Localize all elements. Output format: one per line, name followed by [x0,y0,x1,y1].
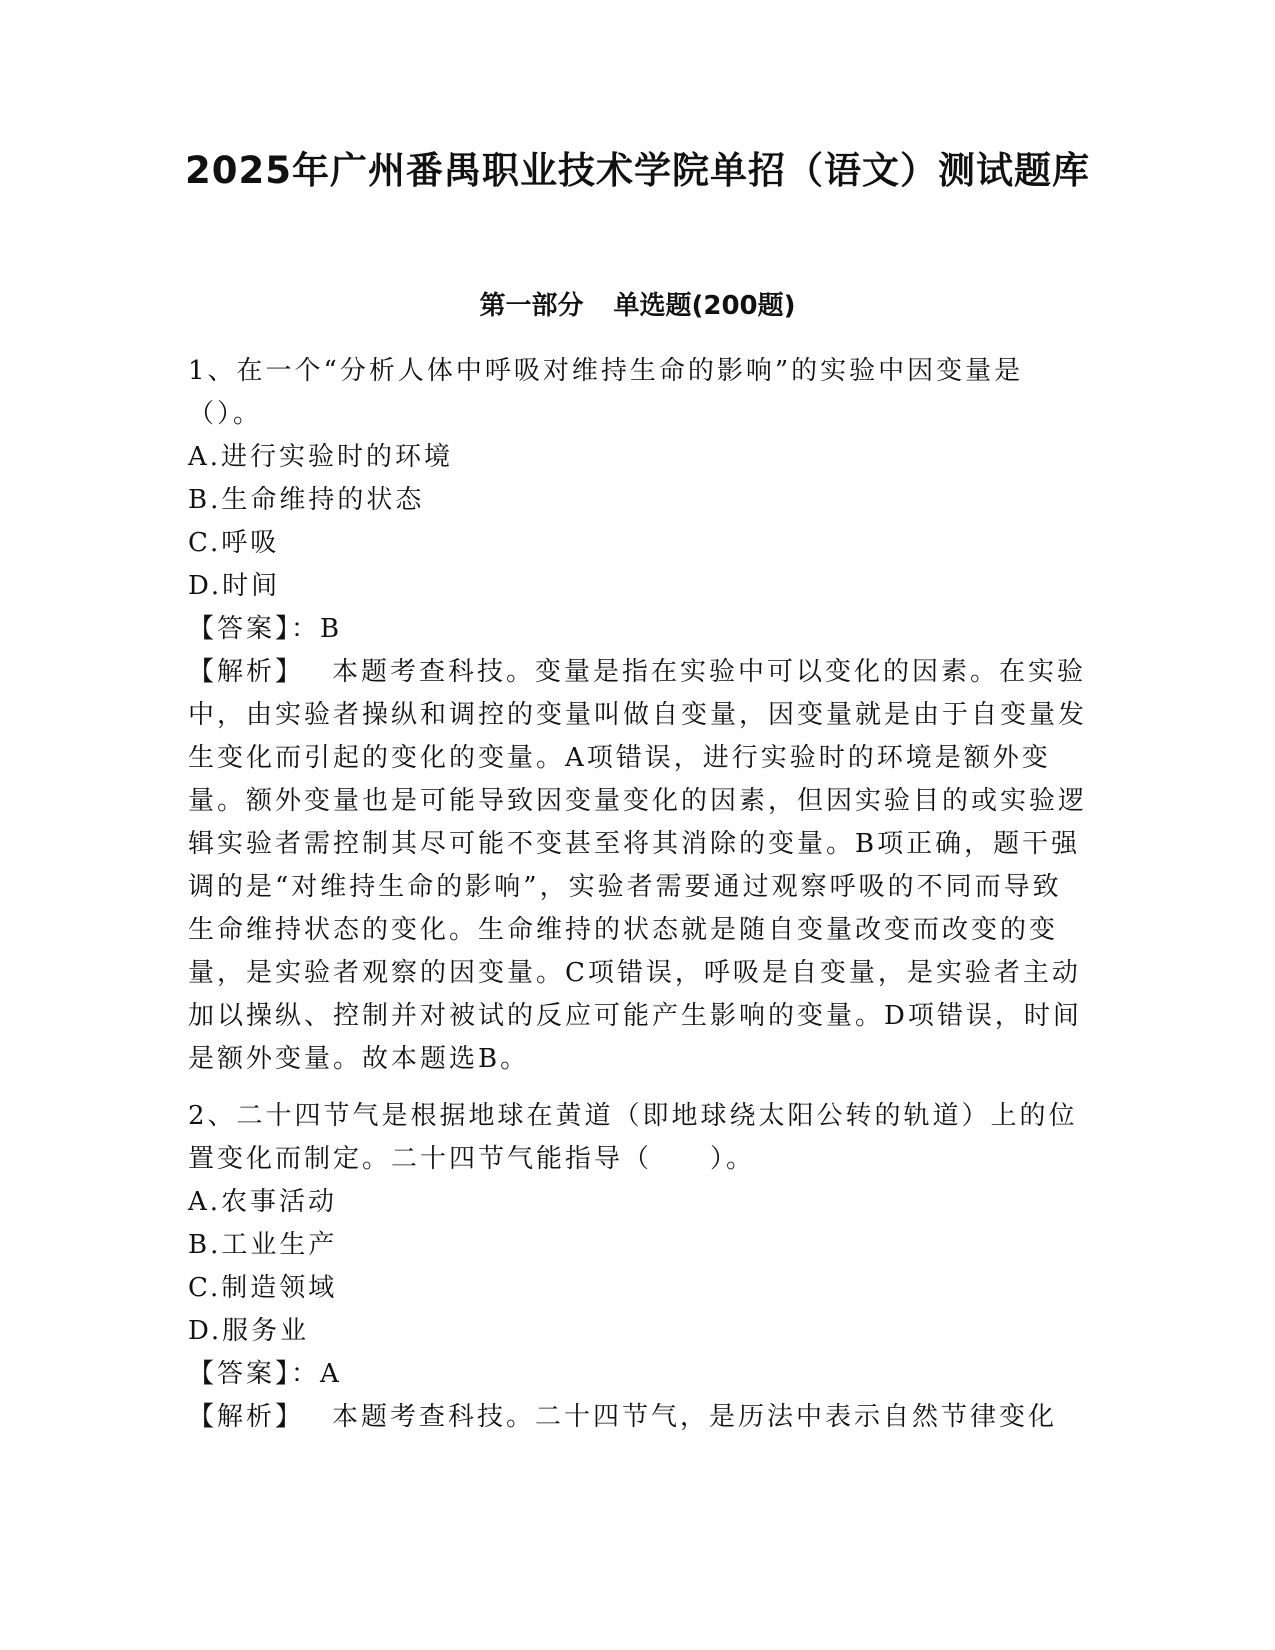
option-d: D.服务业 [188,1316,310,1346]
answer-line [188,1353,1088,1396]
answer-label: 【答案】： [188,1359,321,1389]
option-c: C.制造领域 [188,1273,338,1303]
question-list [188,350,1088,1453]
question-1 [188,350,1088,1081]
option-a: A.进行实验时的环境 [188,442,454,472]
explanation-text: 本题考查科技。二十四节气，是历法中表示自然节律变化 [332,1402,1058,1432]
option-d: D.时间 [188,571,281,601]
answer-line [188,608,1088,651]
answer-value: A [320,1359,342,1389]
explanation [188,651,1088,1081]
explanation-label: 【解析】 [188,1402,305,1432]
question-stem: 2、二十四节气是根据地球在黄道（即地球绕太阳公转的轨道）上的位置变化而制定。二十四节气能指导（ ）。 [188,1101,1078,1174]
section-name: 单选题(200题) [613,291,796,321]
option-a: A.农事活动 [188,1187,338,1217]
page-title: 2025年广州番禺职业技术学院单招（语文）测试题库 [185,149,1090,192]
section-part: 第一部分 [479,291,584,321]
question-2 [188,1095,1088,1439]
option-b: B.生命维持的状态 [188,485,425,515]
answer-label: 【答案】： [188,614,321,644]
question-stem: 1、在一个“分析人体中呼吸对维持生命的影响”的实验中因变量是（）。 [188,356,1024,429]
section-heading [0,286,1275,326]
explanation [188,1396,1088,1439]
option-c: C.呼吸 [188,528,280,558]
option-b: B.工业生产 [188,1230,338,1260]
answer-value: B [320,614,343,644]
explanation-text: 本题考查科技。变量是指在实验中可以变化的因素。在实验中，由实验者操纵和调控的变量叫做自变量，因变量就是由于自变量发生变化而引起的变化的变量。A项错误，进行实验时的环境是额外变量。额外变量也是可能导致因变量变化的因素，但因实验目的或实验逻辑实验者需控制其尽可能不变甚至将其消除的变量。B项正确，题干强调的是“对维持生命的影响”，实验者需要通过观察呼吸的不同而导致生命维持状态的变化。生命维持的状态就是随自变量改变而改变的变量，是实验者观察的因变量。C项错误，呼吸是自变量，是实验者主动加以操纵、控制并对被试的反应可能产生影响的变量。D项错误，时间是额外变量。故本题选B。 [188,657,1088,1074]
explanation-label: 【解析】 [188,657,305,687]
